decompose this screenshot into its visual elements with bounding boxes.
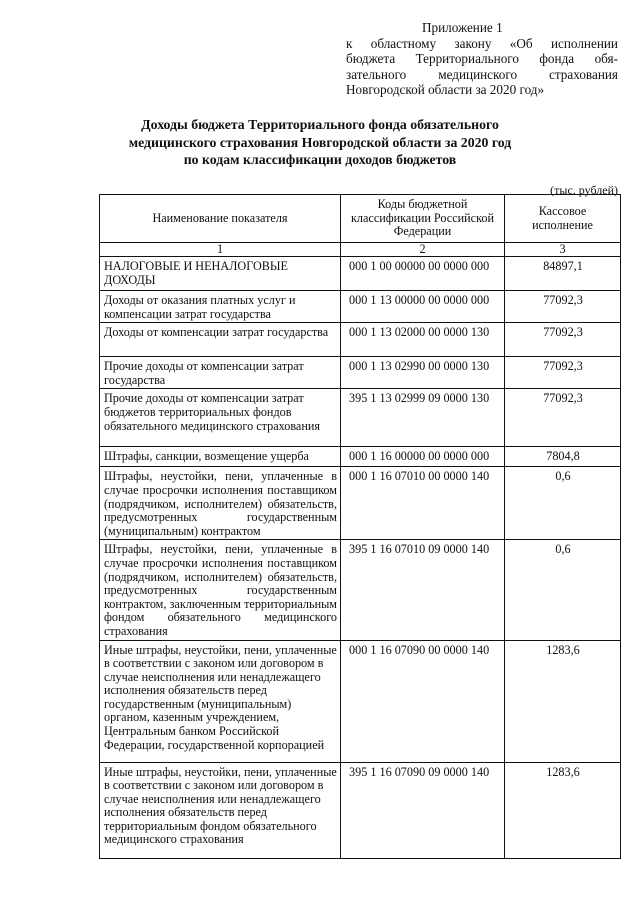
table-row bbox=[100, 323, 621, 357]
document-title-line: Доходы бюджета Территориального фонда обязательного bbox=[141, 117, 499, 132]
row-code: 395 1 16 07010 09 0000 140 bbox=[341, 540, 505, 640]
appendix-title: Приложение 1 bbox=[422, 20, 503, 35]
units-label: (тыс. рублей) bbox=[550, 183, 618, 197]
row-code: 000 1 16 00000 00 0000 000 bbox=[341, 447, 505, 467]
document-title-line: по кодам классификации доходов бюджетов bbox=[183, 152, 457, 167]
row-name: Иные штрафы, неустойки, пени, уплаченные в соответствии с законом или договором в случае неисполнения или ненадлежащего исполнения обязательств перед государственным (муниципальным) органом, казенным учреждением, Центральным банком Российской Федерации, государственной корпорацией bbox=[100, 640, 341, 762]
table-row bbox=[100, 540, 621, 640]
table-row bbox=[100, 762, 621, 858]
row-name: НАЛОГОВЫЕ И НЕНАЛОГОВЫЕ ДОХОДЫ bbox=[100, 257, 341, 291]
row-code: 000 1 13 02000 00 0000 130 bbox=[341, 323, 505, 357]
row-name: Иные штрафы, неустойки, пени, уплаченные в соответствии с законом или договором в случае неисполнения или ненадлежащего исполнения обязательств перед территориальным фондом обязательного медицинского страхования bbox=[100, 762, 341, 858]
row-code: 395 1 16 07090 09 0000 140 bbox=[341, 762, 505, 858]
row-value: 1283,6 bbox=[505, 762, 621, 858]
row-code: 000 1 16 07010 00 0000 140 bbox=[341, 467, 505, 540]
row-value: 84897,1 bbox=[505, 257, 621, 291]
row-value: 1283,6 bbox=[505, 640, 621, 762]
row-code: 000 1 00 00000 00 0000 000 bbox=[341, 257, 505, 291]
column-number: 3 bbox=[505, 243, 621, 257]
document-title bbox=[60, 116, 580, 169]
row-value: 77092,3 bbox=[505, 323, 621, 357]
column-number-row bbox=[100, 243, 621, 257]
row-value: 0,6 bbox=[505, 540, 621, 640]
appendix-block bbox=[346, 20, 618, 98]
row-name: Штрафы, санкции, возмещение ущерба bbox=[100, 447, 341, 467]
appendix-line: зательного медицинского страхования bbox=[346, 66, 618, 82]
row-value: 77092,3 bbox=[505, 291, 621, 323]
row-code: 000 1 13 00000 00 0000 000 bbox=[341, 291, 505, 323]
row-name: Прочие доходы от компенсации затрат бюджетов территориальных фондов обязательного медицинского страхования bbox=[100, 389, 341, 447]
header-classification-code: Коды бюджетной классификации Российской Федерации bbox=[341, 195, 505, 243]
row-code: 000 1 13 02990 00 0000 130 bbox=[341, 357, 505, 389]
table-row bbox=[100, 291, 621, 323]
table-row bbox=[100, 640, 621, 762]
table-header-row bbox=[100, 195, 621, 243]
row-value: 77092,3 bbox=[505, 357, 621, 389]
column-number: 1 bbox=[100, 243, 341, 257]
row-value: 77092,3 bbox=[505, 389, 621, 447]
row-name: Доходы от оказания платных услуг и компенсации затрат государства bbox=[100, 291, 341, 323]
table-row bbox=[100, 467, 621, 540]
row-name: Доходы от компенсации затрат государства bbox=[100, 323, 341, 357]
table-row bbox=[100, 357, 621, 389]
header-indicator-name: Наименование показателя bbox=[100, 195, 341, 243]
header-cash-execution: Кассовое исполнение bbox=[505, 195, 621, 243]
column-number: 2 bbox=[341, 243, 505, 257]
row-name: Штрафы, неустойки, пени, уплаченные в случае просрочки исполнения поставщиком (подрядчиком, исполнителем) обязательств, предусмотренных государственным контрактом, заключенным территориальным фондом обязательного медицинского страхования bbox=[100, 540, 341, 640]
table-row bbox=[100, 389, 621, 447]
row-name: Штрафы, неустойки, пени, уплаченные в случае просрочки исполнения поставщиком (подрядчиком, исполнителем) обязательств, предусмотренных государственным (муниципальным) контрактом bbox=[100, 467, 341, 540]
row-name: Прочие доходы от компенсации затрат государства bbox=[100, 357, 341, 389]
row-value: 0,6 bbox=[505, 467, 621, 540]
table-row bbox=[100, 447, 621, 467]
appendix-line: к областному закону «Об исполнении bbox=[346, 35, 618, 51]
row-value: 7804,8 bbox=[505, 447, 621, 467]
document-title-line: медицинского страхования Новгородской области за 2020 год bbox=[128, 134, 512, 150]
row-code: 395 1 13 02999 09 0000 130 bbox=[341, 389, 505, 447]
appendix-line: бюджета Территориального фонда обя- bbox=[346, 51, 618, 66]
table-row bbox=[100, 257, 621, 291]
row-code: 000 1 16 07090 00 0000 140 bbox=[341, 640, 505, 762]
revenue-table bbox=[99, 194, 621, 859]
appendix-line: Новгородской области за 2020 год» bbox=[346, 82, 545, 97]
